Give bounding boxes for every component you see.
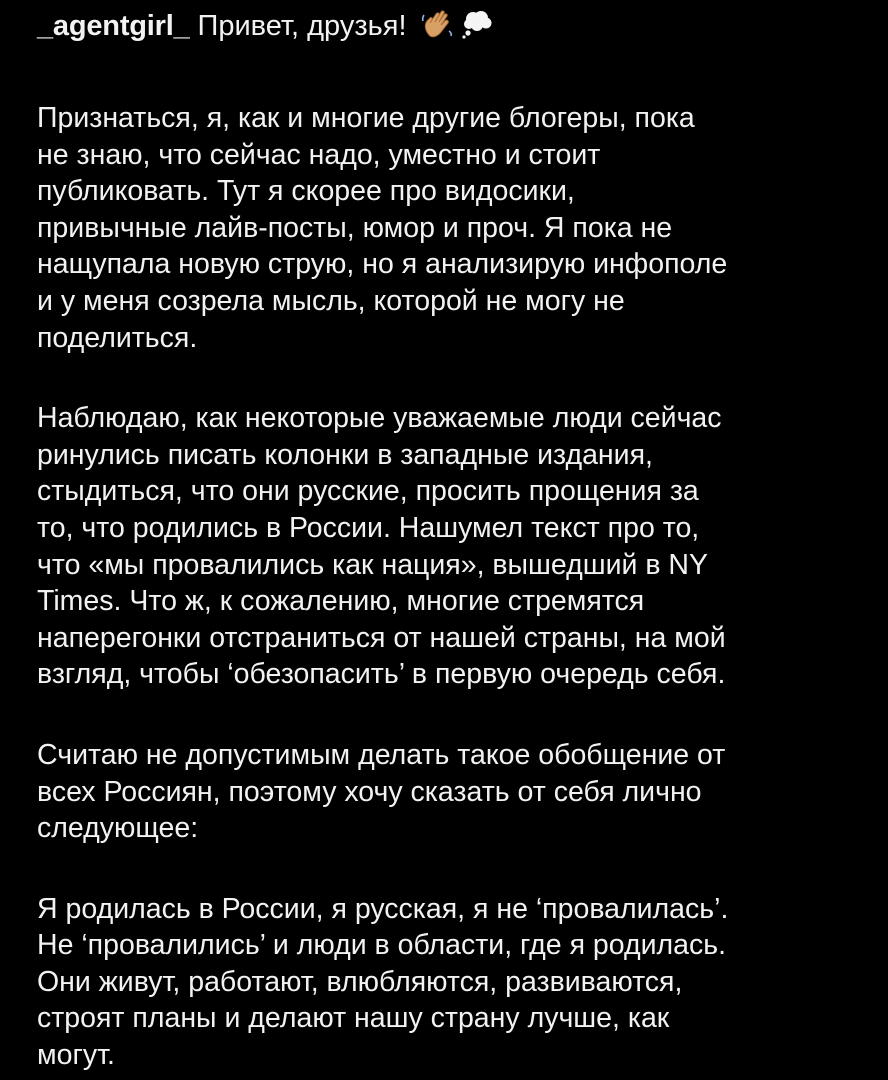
text-line: то, что родились в России. Нашумел текст про то, [37, 511, 700, 544]
text-line: публиковать. Тут я скорее про видосики, [37, 175, 575, 208]
text-line: наперегонки отстраниться от нашей страны, на мой [37, 621, 726, 654]
text-line: Считаю не допустимым делать такое обобщение от [37, 738, 726, 771]
waving-hand-icon [421, 9, 455, 48]
text-line: Наблюдаю, как некоторые уважаемые люди сейчас [37, 402, 722, 435]
text-line: не знаю, что сейчас надо, уместно и стоит [37, 138, 601, 171]
greeting-text: Привет, друзья! [197, 10, 407, 42]
text-line: всех Россиян, поэтому хочу сказать от себя лично [37, 775, 702, 808]
text-line: что «мы провалились как нация», вышедший в NY [37, 548, 709, 581]
caption-paragraph-3 [37, 737, 857, 847]
thought-bubble-icon [461, 9, 493, 48]
text-line: привычные лайв-посты, юмор и проч. Я пока не [37, 211, 673, 244]
caption-paragraph-4 [37, 891, 857, 1074]
text-line: Признаться, я, как и многие другие блогеры, пока [37, 102, 695, 134]
text-line: и у меня созрела мысль, которой не могу не [37, 284, 625, 317]
text-line: нащупала новую струю, но я анализирую инфополе [37, 248, 728, 281]
username-link[interactable]: _agentgirl_ [37, 10, 190, 42]
text-line: поделиться. [37, 321, 198, 354]
text-line: ринулись писать колонки в западные издания, [37, 438, 653, 471]
post-caption [37, 0, 857, 1074]
text-line: следующее: [37, 812, 199, 845]
text-line: Они живут, работают, влюбляются, развиваются, [37, 965, 683, 998]
text-line: взгляд, чтобы ‘обезопасить’ в первую очередь себя. [37, 658, 726, 691]
text-line: Я родилась в России, я русская, я не ‘провалилась’. [37, 892, 729, 925]
caption-paragraph-1 [37, 100, 857, 356]
caption-header [37, 8, 857, 48]
text-line: Times. Что ж, к сожалению, многие стремятся [37, 585, 645, 618]
text-line: стыдиться, что они русские, просить прощения за [37, 475, 699, 508]
text-line: Не ‘провалились’ и люди в области, где я родилась. [37, 929, 727, 962]
text-line: строят планы и делают нашу страну лучше, как [37, 1002, 670, 1035]
text-line: могут. [37, 1039, 115, 1072]
caption-paragraph-2 [37, 400, 857, 693]
